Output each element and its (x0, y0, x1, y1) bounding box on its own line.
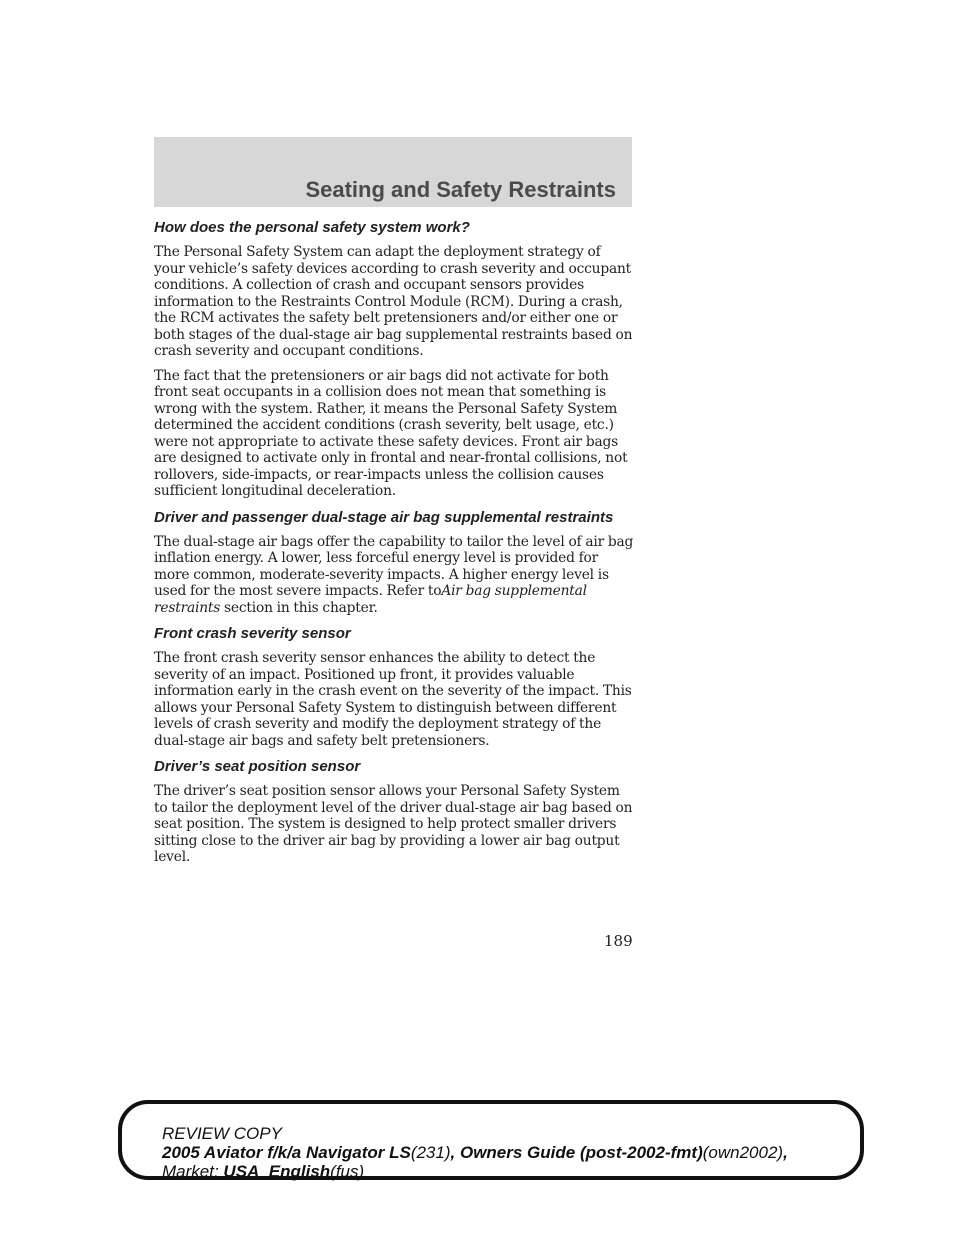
footer-market-value: USA_English (223, 1162, 331, 1181)
footer-model-code: (231) (410, 1143, 451, 1162)
heading-dual-stage-air-bags: Driver and passenger dual-stage air bag supplemental restraints (154, 508, 614, 526)
paragraph-text: The dual-stage air bags offer the capability to tailor the level of air bag inflation energy. A lower, less forceful energy level is provided for more common, moderate-severity impacts. A higher energy level is used for the most severe impacts. Refer to (154, 533, 634, 599)
footer-market-code: (fus) (330, 1162, 365, 1181)
paragraph-with-reference (154, 534, 634, 617)
footer-model: 2005 Aviator f/k/a Navigator LS (162, 1143, 411, 1162)
paragraph: The Personal Safety System can adapt the deployment strategy of your vehicle’s safety devices according to crash severity and occupant conditions. A collection of crash and occupant sensors provides information to the Restraints Control Module (RCM). During a crash, the RCM activates the safety belt pretensioners and/or either one or both stages of the dual-stage air bag supplemental restraints based on crash severity and occupant conditions. (154, 244, 633, 359)
footer-separator: , (450, 1143, 456, 1162)
heading-front-crash-severity-sensor: Front crash severity sensor (154, 625, 351, 642)
footer-market-line (162, 1162, 788, 1181)
footer-model-line (162, 1143, 788, 1162)
page-content (154, 218, 634, 874)
footer-guide: Owners Guide (post-2002-fmt) (459, 1143, 703, 1162)
paragraph-text: section in this chapter. (224, 599, 378, 616)
heading-how-system-works: How does the personal safety system work? (154, 219, 470, 236)
heading-drivers-seat-position-sensor: Driver’s seat position sensor (154, 758, 361, 775)
review-copy-label: REVIEW COPY (162, 1124, 282, 1143)
review-footer-text (162, 1124, 788, 1181)
paragraph: The driver’s seat position sensor allows your Personal Safety System to tailor the deployment level of the driver dual-stage air bag based on seat position. The system is designed to help protect smaller drivers sitting close to the driver air bag by providing a lower air bag output level. (154, 783, 633, 865)
section-title: Seating and Safety Restraints (305, 177, 616, 202)
paragraph: The front crash severity sensor enhances the ability to detect the severity of an impact. Positioned up front, it provides valuable information early in the crash event on the severity of the impact. This allows your Personal Safety System to distinguish between different levels of crash severity and modify the deployment strategy of the dual-stage air bags and safety belt pretensioners. (154, 650, 632, 749)
footer-separator: , (783, 1143, 788, 1162)
cross-reference: Air bag supplemental restraints (154, 583, 587, 616)
paragraph: The fact that the pretensioners or air bags did not activate for both front seat occupants in a collision does not mean that something is wrong with the system. Rather, it means the Personal Safety System determined the accident conditions (crash severity, belt usage, etc.) were not appropriate to activate these safety devices. Front air bags are designed to activate only in frontal and near-frontal collisions, not rollovers, side-impacts, or rear-impacts unless the collision causes sufficient longitudinal deceleration. (154, 367, 628, 499)
footer-guide-code: (own2002) (702, 1143, 784, 1162)
page-number: 189 (604, 932, 633, 950)
section-header-band (154, 137, 632, 207)
footer-market-label: Market: (162, 1162, 219, 1181)
